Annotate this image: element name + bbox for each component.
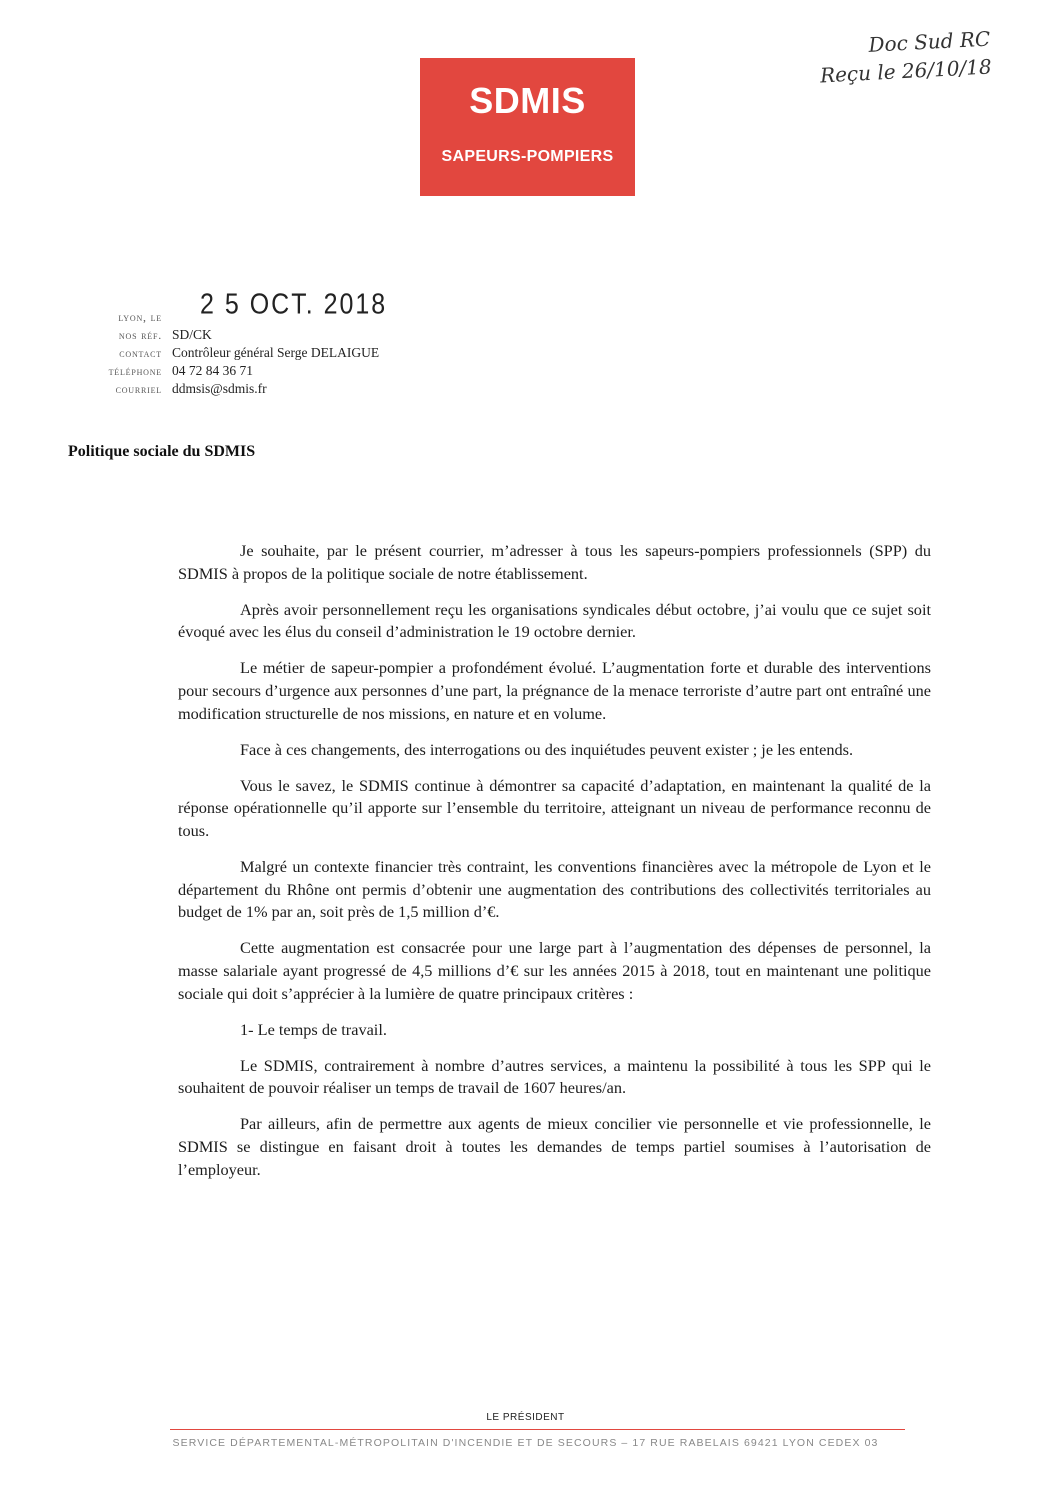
paragraph: Cette augmentation est consacrée pour une large part à l’augmentation des dépenses de personnel, la masse salariale ayant progressé de 4,5 millions d’€ sur les années 2015 à 2018, tout en maintenant une politique sociale qui doit s’apprécier à la lumière de quatre principaux critères :: [178, 938, 931, 1003]
paragraph: Face à ces changements, des interrogations ou des inquiétudes peuvent exister ; je les entends.: [240, 739, 854, 759]
letter-header: [60, 308, 379, 398]
logo-title: SDMIS: [469, 80, 586, 121]
header-value: Contrôleur général Serge DELAIGUE: [172, 345, 380, 360]
handwritten-note-line: Doc Sud RC: [867, 26, 991, 57]
header-label: lyon, le: [118, 310, 162, 324]
header-row: [60, 308, 379, 326]
header-label: nos réf.: [118, 328, 162, 342]
footer-signature: LE PRÉSIDENT: [486, 1412, 565, 1423]
paragraph: Le SDMIS, contrairement à nombre d’autres services, a maintenu la possibilité à tous les SPP qui le souhaitent de pouvoir réaliser un temps de travail de 1607 heures/an.: [178, 1055, 931, 1098]
handwritten-note: [780, 25, 993, 92]
header-value: ddmsis@sdmis.fr: [172, 381, 267, 396]
header-value: SD/CK: [172, 327, 212, 342]
paragraph: Je souhaite, par le présent courrier, m’adresser à tous les sapeurs-pompiers professionnels (SPP) du SDMIS à propos de la politique sociale de notre établissement.: [178, 541, 931, 583]
header-value: 04 72 84 36 71: [172, 363, 253, 378]
header-row: [60, 326, 379, 344]
handwritten-note-line: Reçu le 26/10/18: [819, 54, 993, 88]
logo-subtitle: SAPEURS-POMPIERS: [441, 148, 614, 165]
header-label: téléphone: [108, 364, 162, 378]
letter-body: [178, 540, 931, 1195]
list-heading: 1- Le temps de travail.: [240, 1019, 387, 1039]
header-row: [60, 362, 379, 380]
header-label: courriel: [115, 382, 162, 396]
paragraph: Après avoir personnellement reçu les organisations syndicales début octobre, j’ai voulu que ce sujet soit évoqué avec les élus du conseil d’administration le 19 octobre dernier.: [178, 599, 931, 642]
paragraph: Par ailleurs, afin de permettre aux agents de mieux concilier vie personnelle et vie professionnelle, le SDMIS se distingue en faisant droit à toutes les demandes de temps partiel soumises à l’autorisation de l’employeur.: [178, 1114, 931, 1179]
header-row: [60, 380, 379, 398]
footer-divider: [170, 1429, 905, 1430]
sdmis-logo: [420, 58, 635, 196]
footer-address: SERVICE DÉPARTEMENTAL-MÉTROPOLITAIN D'INCENDIE ET DE SECOURS – 17 RUE RABELAIS 69421 LYON CEDEX 03: [172, 1437, 879, 1449]
date-stamp: 2 5 OCT. 2018: [200, 288, 388, 321]
paragraph: Vous le savez, le SDMIS continue à démontrer sa capacité d’adaptation, en maintenant la qualité de la réponse opérationnelle qu’il apporte sur l’ensemble du territoire, atteignant un niveau de performance reconnu de tous.: [178, 775, 931, 840]
letter-subject: Politique sociale du SDMIS: [68, 443, 256, 460]
paragraph: Le métier de sapeur-pompier a profondément évolué. L’augmentation forte et durable des interventions pour secours d’urgence aux personnes d’une part, la prégnance de la menace terroriste d’autre part ont entraîné une modification structurelle de nos missions, en nature et en volume.: [178, 658, 931, 723]
header-label: contact: [119, 346, 162, 360]
header-row: [60, 344, 379, 362]
paragraph: Malgré un contexte financier très contraint, les conventions financières avec la métropole de Lyon et le département du Rhône ont permis d’obtenir une augmentation des contributions des collectivités territoriales au budget de 1% par an, soit près de 1,5 million d’€.: [178, 857, 931, 922]
